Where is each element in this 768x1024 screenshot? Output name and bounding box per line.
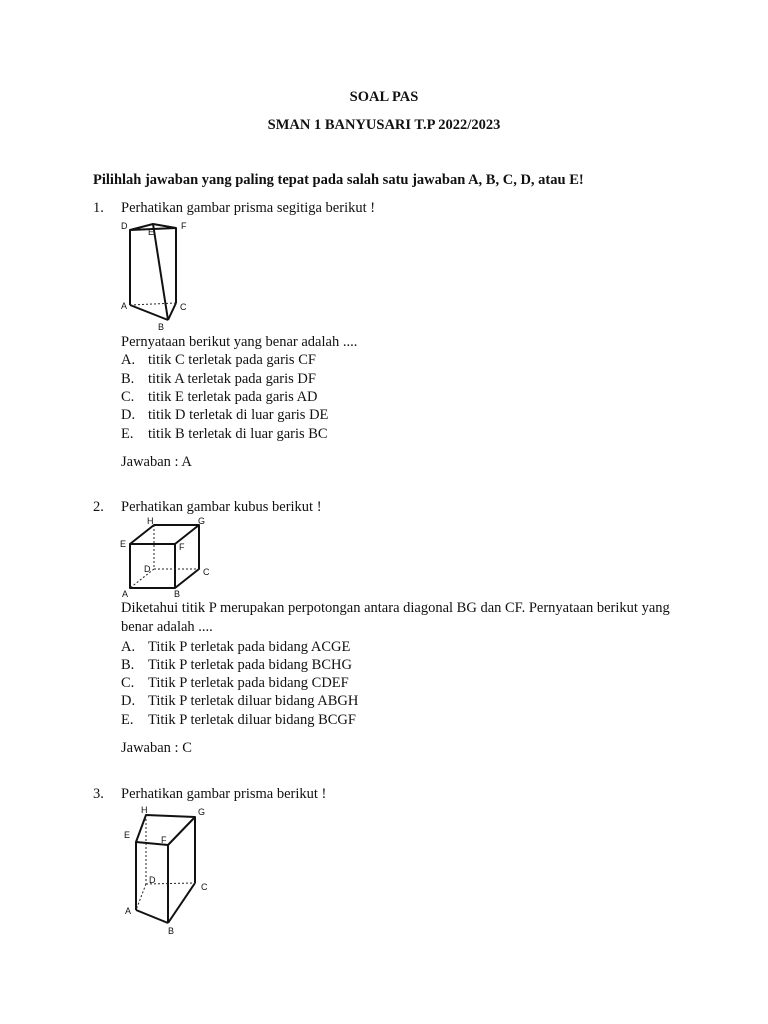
vertex-label-g: G	[198, 516, 206, 526]
vertex-label-h: H	[141, 805, 148, 815]
question-2-number: 2.	[93, 499, 104, 515]
page-subtitle: SMAN 1 BANYUSARI T.P 2022/2023	[267, 117, 501, 133]
vertex-label-f: F	[179, 542, 185, 552]
vertex-label-d: D	[121, 221, 128, 231]
vertex-label-f: F	[161, 835, 167, 845]
question-1-answer: Jawaban : A	[121, 454, 192, 470]
question-2-answer: Jawaban : C	[121, 740, 192, 756]
vertex-label-f: F	[181, 221, 187, 231]
vertex-label-g: G	[198, 807, 206, 817]
vertex-label-e: E	[120, 539, 127, 549]
question-1-option-d: D. titik D terletak di luar garis DE	[121, 407, 329, 423]
vertex-label-a: A	[125, 906, 132, 916]
question-2-prompt: Perhatikan gambar kubus berikut !	[121, 499, 322, 515]
question-3-number: 3.	[93, 786, 104, 802]
vertex-label-a: A	[122, 589, 129, 599]
vertex-label-d: D	[149, 875, 156, 885]
vertex-label-c: C	[203, 567, 210, 577]
cube-top-face	[130, 525, 199, 544]
edge-eb	[153, 224, 168, 320]
vertex-label-c: C	[180, 302, 187, 312]
vertex-label-c: C	[201, 882, 208, 892]
question-1-statement: Pernyataan berikut yang benar adalah ....	[121, 334, 358, 350]
vertex-label-e: E	[124, 830, 131, 840]
question-2-option-e: E. Titik P terletak diluar bidang BCGF	[121, 712, 356, 728]
cube-front-face	[130, 544, 175, 588]
question-1-prompt: Perhatikan gambar prisma segitiga berikut !	[121, 200, 376, 216]
vertex-label-h: H	[147, 516, 154, 526]
question-1-option-c: C. titik E terletak pada garis AD	[121, 389, 318, 405]
question-3-prompt: Perhatikan gambar prisma berikut !	[121, 786, 327, 802]
vertex-label-b: B	[158, 322, 165, 332]
question-1-option-a: A. titik C terletak pada garis CF	[121, 352, 316, 368]
instruction-text: Pilihlah jawaban yang paling tepat pada salah satu jawaban A, B, C, D, atau E!	[93, 172, 584, 188]
hidden-edge-da	[136, 884, 146, 910]
question-1-option-e: E. titik B terletak di luar garis BC	[121, 426, 328, 442]
cube-figure	[118, 515, 218, 600]
question-2-option-c: C. Titik P terletak pada bidang CDEF	[121, 675, 349, 691]
hidden-edge-ac	[130, 303, 176, 305]
question-2-statement: Diketahui titik P merupakan perpotongan antara diagonal BG dan CF. Pernyataan berikut yang benar adalah ....	[121, 600, 670, 635]
edge-bc	[168, 883, 195, 923]
prism-figure	[118, 803, 218, 938]
question-2-option-b: B. Titik P terletak pada bidang BCHG	[121, 657, 352, 673]
vertex-label-e: E	[148, 227, 155, 237]
vertex-label-a: A	[121, 301, 128, 311]
question-1-number: 1.	[93, 200, 104, 216]
vertex-label-d: D	[144, 564, 151, 574]
question-2-option-d: D. Titik P terletak diluar bidang ABGH	[121, 693, 359, 709]
question-2-option-a: A. Titik P terletak pada bidang ACGE	[121, 639, 351, 655]
edge-ab	[136, 910, 168, 923]
edge-ab	[130, 305, 168, 320]
vertex-label-b: B	[168, 926, 175, 936]
page-title: SOAL PAS	[349, 89, 419, 105]
question-1-option-b: B. titik A terletak pada garis DF	[121, 371, 316, 387]
vertex-label-b: B	[174, 589, 181, 599]
triangular-prism-figure	[118, 218, 208, 333]
edge-bc	[168, 303, 176, 320]
